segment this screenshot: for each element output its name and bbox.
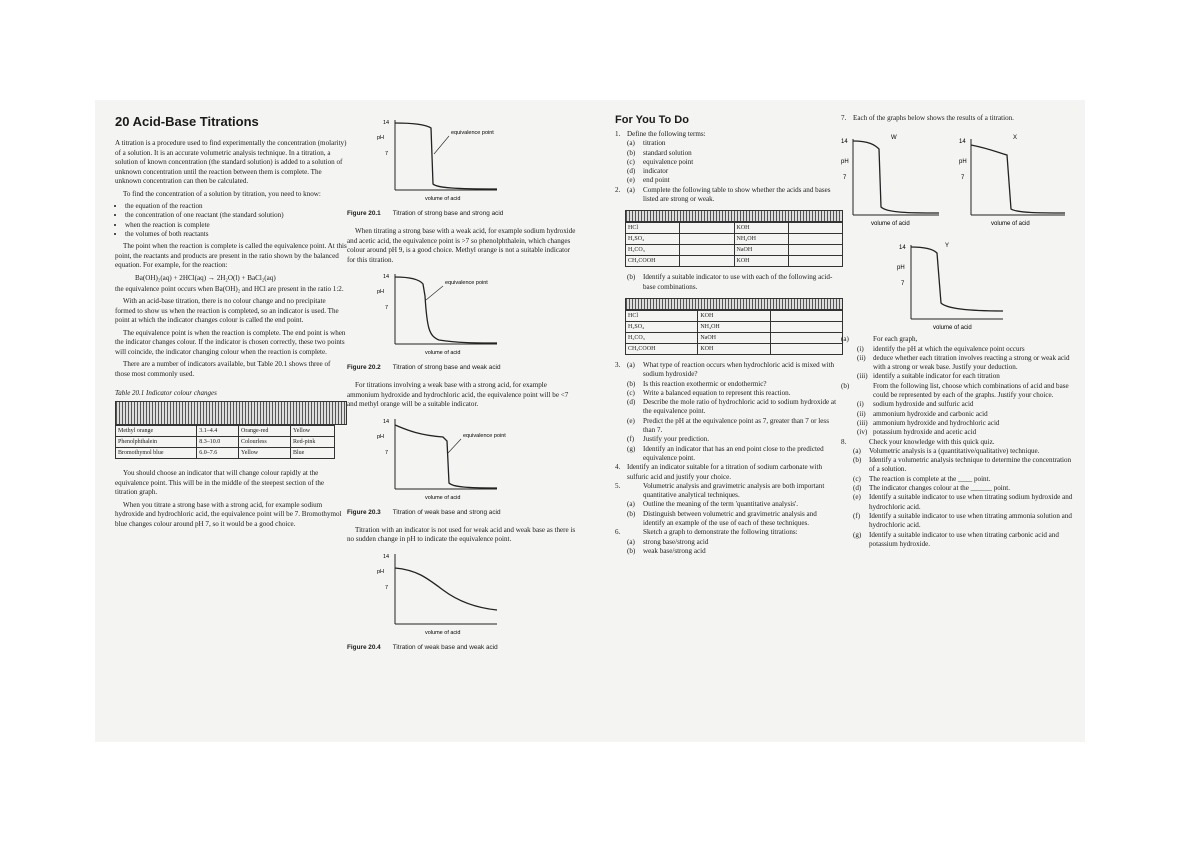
table-cell — [770, 343, 842, 354]
question-item — [841, 493, 1077, 512]
item-letter: (a) — [841, 335, 849, 344]
reaction-equation: Ba(OH)₂(aq) + 2HCl(aq) → 2H₂O(l) + BaCl₂(aq) — [135, 273, 276, 282]
item-letter: (e) — [627, 176, 635, 185]
table-cell — [770, 310, 842, 321]
item-letter: (b) — [853, 456, 862, 465]
tick-14: 14 — [383, 553, 390, 560]
question-item — [841, 372, 1077, 381]
list-item: • the volumes of both reactants — [125, 230, 347, 239]
item-roman: (i) — [857, 400, 864, 409]
item-roman: (ii) — [857, 353, 866, 362]
question-1-items — [615, 139, 837, 185]
item-text: Identify a volumetric analysis technique to determine the concentration of a solution. — [869, 456, 1072, 474]
chapter-title: 20 Acid-Base Titrations — [115, 114, 259, 129]
question-item — [615, 435, 837, 444]
x-axis-label: volume of acid — [425, 196, 461, 202]
question-6 — [615, 528, 837, 556]
item-text: potassium hydroxide and acetic acid — [873, 428, 977, 437]
question-8 — [841, 438, 1077, 550]
question-item — [841, 531, 1077, 550]
item-text: end point — [643, 176, 670, 185]
y-axis-label: pH — [377, 433, 385, 440]
table-cell: H₂CO₃ — [626, 332, 698, 343]
item-letter: (b) — [627, 148, 636, 157]
figure-caption-text: Titration of weak base and weak acid — [392, 643, 498, 651]
table-cell: Phenolphthalein — [116, 437, 197, 448]
table-cell: Bromothymol blue — [116, 448, 197, 459]
x-axis-label: volume of acid — [933, 325, 972, 332]
question-item — [615, 500, 837, 509]
question-item — [615, 139, 837, 148]
table-row — [626, 343, 843, 354]
question-item — [841, 484, 1077, 493]
item-number — [841, 484, 853, 493]
indicator-choice-table — [625, 310, 843, 355]
item-letter: (b) — [627, 379, 636, 388]
item-text: identify the pH at which the equivalence point occurs — [873, 344, 1025, 353]
item-letter — [841, 354, 857, 373]
table-cell: 6.0–7.6 — [197, 448, 239, 459]
table-cell: H₂SO₄ — [626, 234, 680, 245]
table-cell: Red-pink — [291, 437, 335, 448]
tick-14: 14 — [383, 120, 390, 126]
tick-7: 7 — [385, 449, 389, 456]
item-letter — [841, 410, 857, 419]
item-number — [615, 500, 627, 509]
tick-7: 7 — [385, 584, 389, 591]
question-item — [841, 345, 1077, 354]
figure-caption — [347, 644, 577, 651]
figure-caption-text: Titration of strong base and weak acid — [392, 364, 501, 371]
item-text: Write a balanced equation to represent this reaction. — [643, 388, 791, 397]
item-number — [615, 398, 627, 417]
intro-paragraph: A titration is a procedure used to find experimentally the concentration (molarity) of a solution. It is an accurate volumetric analysis technique. In a titration, a solution of known concentration (the standard solution) is added to a solution of unknown concentration until the reaction between them is complete. The unknown concentration can then be calculated. — [115, 139, 347, 185]
item-text: Outline the meaning of the term 'quantitative analysis'. — [643, 500, 799, 509]
question-item — [615, 380, 837, 389]
question-7: 7. Each of the graphs below shows the results of a titration. — [841, 114, 1014, 122]
table-cell — [770, 332, 842, 343]
question-item — [841, 335, 1077, 344]
table-row — [626, 256, 843, 267]
item-letter: (a) — [627, 139, 635, 148]
figure-label: Figure 20.2 — [347, 364, 381, 371]
graph-label: X — [1013, 135, 1018, 142]
question-item — [841, 419, 1077, 428]
left-page — [95, 100, 589, 742]
item-roman: (iii) — [857, 372, 868, 381]
titration-curve-weak-weak — [347, 548, 527, 640]
question-item — [615, 482, 837, 501]
item-text: Is this reaction exothermic or endothermic? — [643, 379, 767, 388]
table-cell: CH₃COOH — [626, 256, 680, 267]
table-header-scan — [115, 401, 347, 425]
item-roman: (ii) — [857, 409, 866, 418]
table-cell: Yellow — [239, 448, 291, 459]
item-text: What type of reaction occurs when hydrochloric acid is mixed with sodium hydroxide? — [643, 360, 835, 379]
graphs-wxy — [841, 123, 1077, 335]
table-cell — [770, 321, 842, 332]
item-letter: (a) — [853, 446, 861, 455]
indicator-paragraph: With an acid-base titration, there is no colour change and no precipitate formed to show us when the reaction is completed, so an indicator is used. The point at which the indicator changes colour is called the end point. — [115, 297, 339, 325]
item-text: weak base/strong acid — [643, 546, 706, 555]
item-letter: (b) — [627, 509, 636, 518]
question-item — [841, 456, 1077, 475]
table-ref-paragraph: There are a number of indicators available, but Table 20.1 shows three of those most commonly used. — [115, 360, 331, 378]
item-text: Identify a suitable indicator to use when titrating ammonia solution and hydrochloric acid. — [869, 511, 1072, 530]
item-number — [841, 512, 853, 531]
item-letter — [841, 372, 857, 381]
item-text: sodium hydroxide and sulfuric acid — [873, 400, 974, 409]
question-item — [841, 512, 1077, 531]
item-text: From the following list, choose which combinations of acid and base could be represented by each of the graphs. Justify your choice. — [873, 381, 1069, 400]
item-letter: (a) — [627, 360, 635, 369]
list-item: • the equation of the reaction — [125, 202, 347, 211]
right-page — [591, 100, 1085, 742]
figure-caption — [347, 210, 577, 217]
item-letter — [841, 400, 857, 409]
item-text: deduce whether each titration involves reacting a strong or weak acid with a strong or weak base. Justify your deduction. — [873, 353, 1070, 372]
table-cell: HCl — [626, 223, 680, 234]
table-cell: H₂CO₃ — [626, 245, 680, 256]
item-number — [841, 493, 853, 512]
intro-need: To find the concentration of a solution by titration, you need to know: — [123, 189, 321, 198]
graph-label: Y — [945, 243, 950, 250]
annotation: equivalence point — [451, 130, 494, 136]
item-number — [615, 435, 627, 444]
table-cell: H₂SO₄ — [626, 321, 698, 332]
item-roman: (iv) — [857, 428, 868, 437]
table-a-header-scan — [625, 210, 843, 222]
table-cell: 8.3–10.0 — [197, 437, 239, 448]
table-row — [626, 321, 843, 332]
figure-caption — [347, 509, 577, 516]
equivalence-paragraph: The point when the reaction is complete is called the equivalence point. At this point, the reactants and products are present in the ratio shown by the balanced equation. For example, for the reaction: — [115, 242, 347, 270]
table-cell: KOH — [698, 343, 770, 354]
table-row — [116, 437, 335, 448]
item-letter: (a) — [627, 500, 635, 509]
list-item: • when the reaction is complete — [125, 221, 347, 230]
table-cell — [680, 234, 734, 245]
item-text: standard solution — [643, 148, 692, 157]
choose-paragraph: You should choose an indicator that will change colour rapidly at the equivalence point. This will be in the middle of the steepest section of the titration graph. — [115, 469, 325, 497]
item-number: 5. — [615, 481, 621, 490]
item-text: Volumetric analysis and gravimetric analysis are both important quantitative analytical techniques. — [643, 481, 825, 500]
question-item — [841, 354, 1077, 373]
question-1: 1. Define the following terms: — [615, 130, 706, 138]
ratio-paragraph: the equivalence point occurs when Ba(OH)₂ and HCl are present in the ratio 1:2. — [115, 284, 344, 293]
question-item — [615, 445, 837, 464]
item-number: 6. — [615, 528, 621, 537]
tick-7: 7 — [385, 305, 389, 311]
x-axis-label: volume of acid — [425, 494, 461, 501]
table-cell: KOH — [734, 256, 788, 267]
y-axis-label: pH — [377, 568, 385, 575]
table-row — [116, 448, 335, 459]
tick-7: 7 — [385, 151, 389, 157]
question-7b — [841, 382, 1077, 438]
item-text: strong base/strong acid — [643, 537, 709, 546]
table-cell — [788, 245, 842, 256]
item-letter — [627, 482, 643, 501]
question-item — [615, 361, 837, 380]
question-3 — [615, 361, 837, 463]
item-letter: (e) — [627, 416, 635, 425]
graph-w — [841, 135, 939, 227]
item-number — [841, 456, 853, 475]
item-letter — [841, 428, 857, 437]
figure-label: Figure 20.1 — [347, 210, 381, 217]
table-cell — [788, 256, 842, 267]
figure-caption — [347, 364, 577, 371]
table-cell: Orange-red — [239, 426, 291, 437]
table-cell: Colourless — [239, 437, 291, 448]
figure-label: Figure 20.4 — [347, 643, 381, 651]
table-cell: KOH — [698, 310, 770, 321]
item-letter: (d) — [627, 167, 636, 176]
table-cell — [788, 234, 842, 245]
x-axis-label: volume of acid — [871, 221, 910, 228]
table-row — [626, 245, 843, 256]
right-column-2 — [841, 114, 1077, 549]
question-item — [615, 538, 837, 547]
figure-20-1 — [347, 114, 577, 206]
item-letter — [841, 345, 857, 354]
item-text: Describe the mole ratio of hydrochloric acid to sodium hydroxide at the equivalence point. — [643, 398, 837, 416]
question-item — [615, 167, 837, 176]
table-b-header-scan — [625, 298, 843, 310]
question-2b: (b) Identify a suitable indicator to use with each of the following acid-base combinations. — [627, 273, 833, 291]
item-text: Identify a suitable indicator to use when titrating carbonic acid and potassium hydroxide. — [869, 530, 1059, 548]
acid-base-strength-table — [625, 222, 843, 267]
item-letter: (e) — [853, 493, 861, 502]
figure-20-2 — [347, 268, 577, 360]
item-text: equivalence point — [643, 157, 694, 166]
table-cell — [680, 223, 734, 234]
table-cell: NaOH — [698, 332, 770, 343]
titration-curve-strong-weak — [347, 268, 527, 360]
question-item — [841, 410, 1077, 419]
table-cell: HCl — [626, 310, 698, 321]
item-text: ammonium hydroxide and carbonic acid — [873, 409, 988, 418]
figure-caption-text: Titration of weak base and strong acid — [392, 508, 501, 516]
table-cell — [788, 223, 842, 234]
weak-base-paragraph: When titrating a strong base with a weak acid, for example sodium hydroxide and acetic acid, the equivalence point is >7 so phenolphthalein, which changes colour around pH 9, is a good choice. Methyl orange is not a suitable indicator for this titration. — [347, 227, 576, 264]
table-cell: Methyl orange — [116, 426, 197, 437]
table-cell — [680, 245, 734, 256]
table-cell: Yellow — [291, 426, 335, 437]
item-text: Distinguish between volumetric and gravimetric analysis and identify an example of the use of each of these techniques. — [643, 509, 817, 528]
item-number — [615, 538, 627, 547]
item-text: titration — [643, 139, 666, 148]
list-item: • the concentration of one reactant (the standard solution) — [125, 211, 347, 220]
tick-14: 14 — [959, 139, 966, 146]
question-item — [841, 475, 1077, 484]
item-letter: (c) — [627, 157, 635, 166]
table-row — [626, 223, 843, 234]
scanned-spread — [95, 100, 1085, 742]
table-cell: NH₄OH — [698, 321, 770, 332]
question-item — [615, 398, 837, 417]
question-item — [615, 149, 837, 158]
item-number — [615, 445, 627, 464]
tick-7: 7 — [843, 175, 847, 182]
item-text: identify a suitable indicator for each titration — [873, 372, 1000, 381]
tick-7: 7 — [901, 281, 905, 288]
item-roman: (iii) — [857, 418, 868, 427]
item-letter — [853, 438, 869, 447]
table-row — [626, 234, 843, 245]
item-number — [841, 531, 853, 550]
table-row — [626, 310, 843, 321]
item-text: Check your knowledge with this quick quiz. — [869, 437, 995, 446]
no-indicator-paragraph: Titration with an indicator is not used for weak acid and weak base as there is no sudden change in pH to indicate the equivalence point. — [347, 525, 576, 543]
item-text: The reaction is complete at the ____ point. — [869, 474, 991, 483]
question-4: 4. Identify an indicator suitable for a titration of sodium carbonate with sulfuric acid and justify your choice. — [615, 463, 823, 481]
strong-paragraph: When you titrate a strong base with a strong acid, for example sodium hydroxide and hydrochloric acid, the equivalence point will be 7. Bromothymol blue changes colour around pH 7, so it would be a good choice. — [115, 500, 342, 528]
graph-label: W — [891, 135, 897, 142]
item-letter: (f) — [627, 435, 635, 444]
figure-label: Figure 20.3 — [347, 508, 381, 516]
question-item — [615, 389, 837, 398]
item-number: 8. — [841, 437, 847, 446]
tick-14: 14 — [841, 139, 848, 146]
graph-y — [897, 243, 1003, 331]
table-cell: CH₃COOH — [626, 343, 698, 354]
figure-20-4 — [347, 548, 577, 640]
item-text: indicator — [643, 167, 669, 176]
graph-x — [959, 135, 1065, 227]
item-text: Identify a suitable indicator to use when titrating sodium hydroxide and hydrochloric acid. — [869, 493, 1073, 511]
indicator-table — [115, 425, 335, 459]
item-letter: (d) — [853, 484, 862, 493]
table-cell — [680, 256, 734, 267]
item-letter: (c) — [853, 474, 861, 483]
titration-curve-strong-strong — [347, 114, 527, 206]
y-axis-label: pH — [959, 159, 967, 166]
item-letter: (g) — [853, 530, 862, 539]
item-text: Sketch a graph to demonstrate the following titrations: — [643, 528, 798, 537]
item-roman — [857, 335, 873, 344]
tick-14: 14 — [383, 418, 390, 425]
item-letter: (c) — [627, 388, 635, 397]
section-title: For You To Do — [615, 114, 689, 126]
question-item — [615, 510, 837, 529]
item-letter — [841, 419, 857, 428]
question-item — [841, 438, 1077, 447]
annotation: equivalence point — [445, 280, 488, 286]
question-item — [841, 447, 1077, 456]
item-text: Justify your prediction. — [643, 435, 710, 444]
tick-7: 7 — [961, 175, 965, 182]
left-column-1 — [115, 114, 347, 532]
item-letter: (g) — [627, 444, 636, 453]
x-axis-label: volume of acid — [425, 350, 461, 356]
question-5 — [615, 482, 837, 528]
y-axis-label: pH — [897, 265, 905, 272]
question-item — [615, 528, 837, 537]
item-text: Identify an indicator that has an end point close to the predicted equivalence point. — [643, 444, 824, 462]
item-number — [615, 380, 627, 389]
table-cell: 3.1–4.4 — [197, 426, 239, 437]
question-item — [841, 428, 1077, 437]
item-text: For each graph, — [873, 335, 918, 344]
endpoint-paragraph: The equivalence point is when the reaction is complete. The end point is when the indicator changes colour. If the indicator is chosen correctly, these two points will coincide, the indicator changing colour when the reaction is complete. — [115, 328, 346, 356]
x-axis-label: volume of acid — [991, 221, 1030, 228]
item-roman — [857, 382, 873, 401]
question-item — [615, 158, 837, 167]
annotation: equivalence point — [463, 432, 506, 439]
requirements-list — [125, 202, 347, 239]
item-letter: (b) — [841, 381, 850, 390]
question-item — [615, 547, 837, 556]
table-row — [626, 332, 843, 343]
table-caption: Table 20.1 Indicator colour changes — [115, 389, 217, 398]
question-2a: 2. (a) Complete the following table to show whether the acids and bases listed are strong or weak. — [615, 185, 831, 204]
table-row — [116, 426, 335, 437]
item-letter — [627, 528, 643, 537]
question-item — [615, 176, 837, 185]
item-letter: (f) — [853, 511, 861, 520]
tick-14: 14 — [383, 274, 390, 280]
item-letter: (a) — [627, 537, 635, 546]
item-letter: (b) — [627, 546, 636, 555]
item-number — [841, 475, 853, 484]
question-item — [615, 417, 837, 436]
figure-20-3 — [347, 413, 577, 505]
weak-acid-paragraph: For titrations involving a weak base with a strong acid, for example ammonium hydroxide and hydrochloric acid, the equivalence point will be <7 and methyl orange will be a suitable indicator. — [347, 381, 569, 408]
y-axis-label: pH — [377, 289, 385, 295]
item-number — [841, 447, 853, 456]
item-number — [615, 417, 627, 436]
titration-graphs — [841, 123, 1077, 335]
y-axis-label: pH — [841, 159, 849, 166]
titration-curve-weak-strong — [347, 413, 527, 505]
table-cell: KOH — [734, 223, 788, 234]
figure-caption-text: Titration of strong base and strong acid — [392, 210, 504, 217]
item-number — [615, 547, 627, 556]
x-axis-label: volume of acid — [425, 629, 461, 636]
question-7a — [841, 335, 1077, 381]
item-letter: (d) — [627, 398, 636, 407]
tick-14: 14 — [899, 245, 906, 252]
item-number — [615, 389, 627, 398]
question-item — [841, 400, 1077, 409]
item-text: Volumetric analysis is a (quantitative/qualitative) technique. — [869, 446, 1040, 455]
table-cell: Blue — [291, 448, 335, 459]
table-cell: NaOH — [734, 245, 788, 256]
table-cell: NH₄OH — [734, 234, 788, 245]
item-number: 3. — [615, 360, 621, 369]
item-number — [615, 510, 627, 529]
item-text: The indicator changes colour at the ______ point. — [869, 484, 1011, 493]
y-axis-label: pH — [377, 135, 385, 141]
question-item — [841, 382, 1077, 401]
item-roman: (i) — [857, 344, 864, 353]
item-text: ammonium hydroxide and hydrochloric acid — [873, 418, 1000, 427]
left-column-2 — [347, 114, 577, 661]
item-text: Predict the pH at the equivalence point as 7, greater than 7 or less than 7. — [643, 416, 829, 435]
right-column-1 — [615, 114, 837, 556]
